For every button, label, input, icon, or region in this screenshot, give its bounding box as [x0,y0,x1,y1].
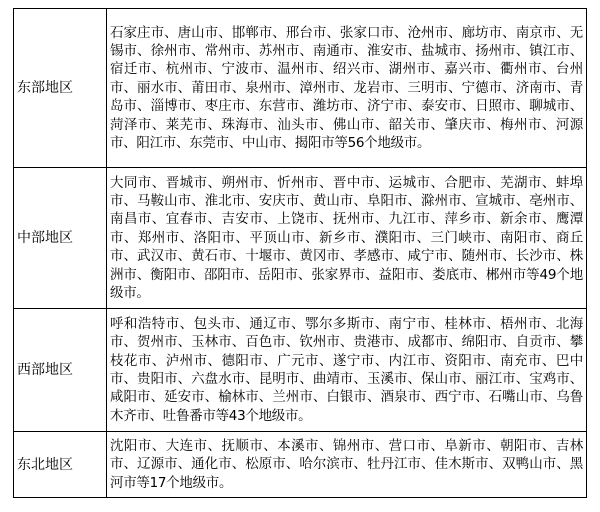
table-row [14,168,587,309]
table-row [14,9,587,168]
region-cities-northeast: 沈阳市、大连市、抚顺市、本溪市、锦州市、营口市、阜新市、朝阳市、吉林市、辽源市、通化市、松原市、哈尔滨市、牡丹江市、佳木斯市、双鸭山市、黑河市等17个地级市。 [107,432,587,498]
region-name-west: 西部地区 [14,309,107,432]
table-row [14,309,587,432]
region-cities-east: 石家庄市、唐山市、邯郸市、邢台市、张家口市、沧州市、廊坊市、南京市、无锡市、徐州市、常州市、苏州市、南通市、淮安市、盐城市、扬州市、镇江市、宿迁市、杭州市、宁波市、温州市、绍兴市、湖州市、嘉兴市、衢州市、台州市、丽水市、莆田市、泉州市、漳州市、龙岩市、三明市、宁德市、济南市、青岛市、淄博市、枣庄市、东营市、潍坊市、济宁市、泰安市、日照市、聊城市、菏泽市、莱芜市、珠海市、汕头市、佛山市、韶关市、肇庆市、梅州市、河源市、阳江市、东莞市、中山市、揭阳市等56个地级市。 [107,9,587,168]
region-name-east: 东部地区 [14,9,107,168]
region-name-northeast: 东北地区 [14,432,107,498]
region-name-central: 中部地区 [14,168,107,309]
regions-table [13,8,587,498]
table-row [14,432,587,498]
region-cities-west: 呼和浩特市、包头市、通辽市、鄂尔多斯市、南宁市、桂林市、梧州市、北海市、贺州市、玉林市、百色市、钦州市、贵港市、成都市、绵阳市、自贡市、攀枝花市、泸州市、德阳市、广元市、遂宁市、内江市、资阳市、南充市、巴中市、贵阳市、六盘水市、昆明市、曲靖市、玉溪市、保山市、丽江市、宝鸡市、咸阳市、延安市、榆林市、兰州市、白银市、酒泉市、西宁市、石嘴山市、乌鲁木齐市、吐鲁番市等43个地级市。 [107,309,587,432]
region-cities-central: 大同市、晋城市、朔州市、忻州市、晋中市、运城市、合肥市、芜湖市、蚌埠市、马鞍山市、淮北市、安庆市、黄山市、阜阳市、滁州市、宣城市、亳州市、南昌市、宜春市、吉安市、上饶市、抚州市、九江市、萍乡市、新余市、鹰潭市、郑州市、洛阳市、平顶山市、新乡市、濮阳市、三门峡市、南阳市、商丘市、武汉市、黄石市、十堰市、黄冈市、孝感市、咸宁市、随州市、长沙市、株洲市、衡阳市、邵阳市、岳阳市、张家界市、益阳市、娄底市、郴州市等49个地级市。 [107,168,587,309]
